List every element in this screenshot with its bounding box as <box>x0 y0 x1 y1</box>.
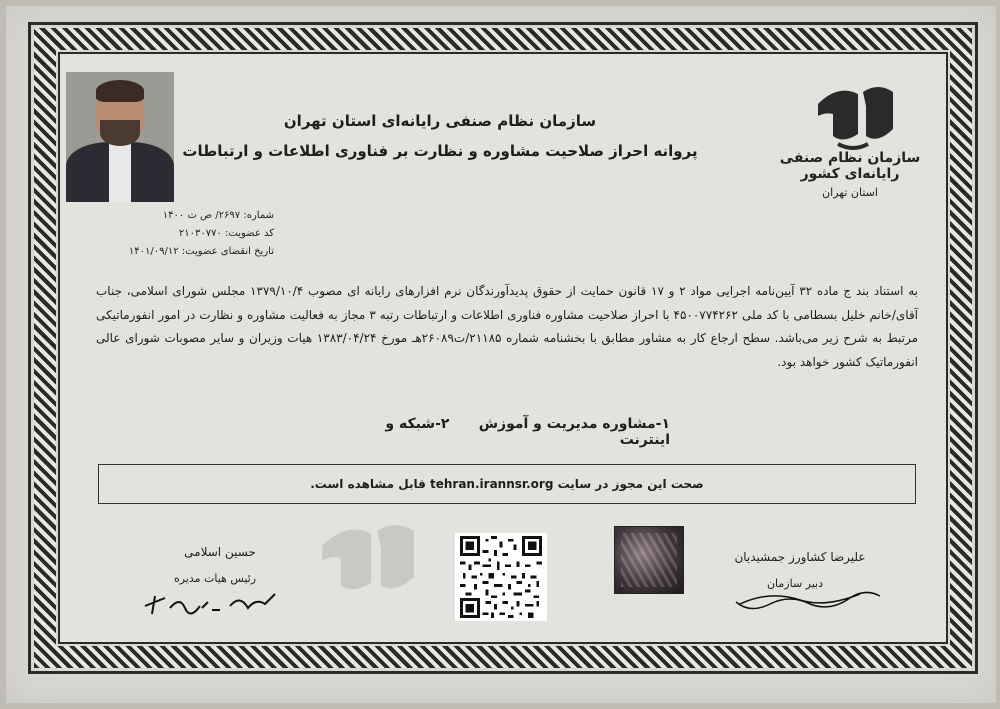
logo-text: سازمان نظام صنفی رایانه‌ای کشور <box>779 150 921 182</box>
verification-text: صحت این مجوز در سایت tehran.irannsr.org قابل مشاهده است. <box>310 477 704 491</box>
license-number: شماره: ۲۶۹۷/ ص ت ۱۴۰۰ <box>162 210 274 221</box>
verification-box <box>98 464 916 504</box>
left-signature <box>140 588 280 618</box>
security-hologram <box>614 526 684 594</box>
expiry-date: تاریخ انقضای عضویت: ۱۴۰۱/۰۹/۱۲ <box>128 246 274 257</box>
right-signatory-role: دبیر سازمان <box>766 577 824 590</box>
logo-province: استان تهران <box>822 186 878 199</box>
area-item: ۲-شبکه و اینترنت <box>385 416 670 448</box>
left-signatory-name: حسین اسلامی <box>184 545 256 559</box>
area-item: ۱-مشاوره مدیریت و آموزش <box>478 416 670 432</box>
activity-areas <box>340 416 670 448</box>
org-title: سازمان نظام صنفی رایانه‌ای استان تهران <box>283 112 597 130</box>
left-signatory-role: رئیس هیات مدیره <box>173 572 257 585</box>
organization-logo-icon <box>808 74 898 154</box>
right-signatory-name: علیرضا کشاورز جمشیدیان <box>734 550 866 564</box>
holder-photo <box>66 72 174 202</box>
license-paragraph: به استناد بند ج ماده ۳۲ آیین‌نامه اجرایی مواد ۲ و ۱۷ قانون حمایت از حقوق پدیدآورندگان نرم افزارهای رایانه ای مصوب ۱۳۷۹/۱۰/۴ مجلس شورای اسلامی، جناب آقای/خانم خلیل بسطامی با کد ملی ۴۵۰۰۷۷۴۲۶۲ با احراز صلاحیت مشاوره فناوری اطلاعات و ارتباطات رتبه ۳ مجاز به فعالیت مشاوره و نظارت در امور انفورماتیکی مرتبط به شرح زیر می‌باشد. سطح ارجاع کار به مشاور مطابق با بخشنامه شماره ۲۱۱۸۵/ت۲۶۰۸۹هـ مورخ ۱۳۸۳/۰۴/۲۴ هیات وزیران و سایر مصوبات شورای عالی انفورماتیک کشور خواهد بود. <box>96 284 919 369</box>
qr-code-icon <box>455 533 547 621</box>
right-signature <box>730 580 890 616</box>
license-title: پروانه احراز صلاحیت مشاوره و نظارت بر فناوری اطلاعات و ارتباطات <box>182 142 698 160</box>
watermark-logo-icon <box>310 508 420 608</box>
membership-code: کد عضویت: ۲۱۰۳۰۷۷۰ <box>178 228 274 239</box>
